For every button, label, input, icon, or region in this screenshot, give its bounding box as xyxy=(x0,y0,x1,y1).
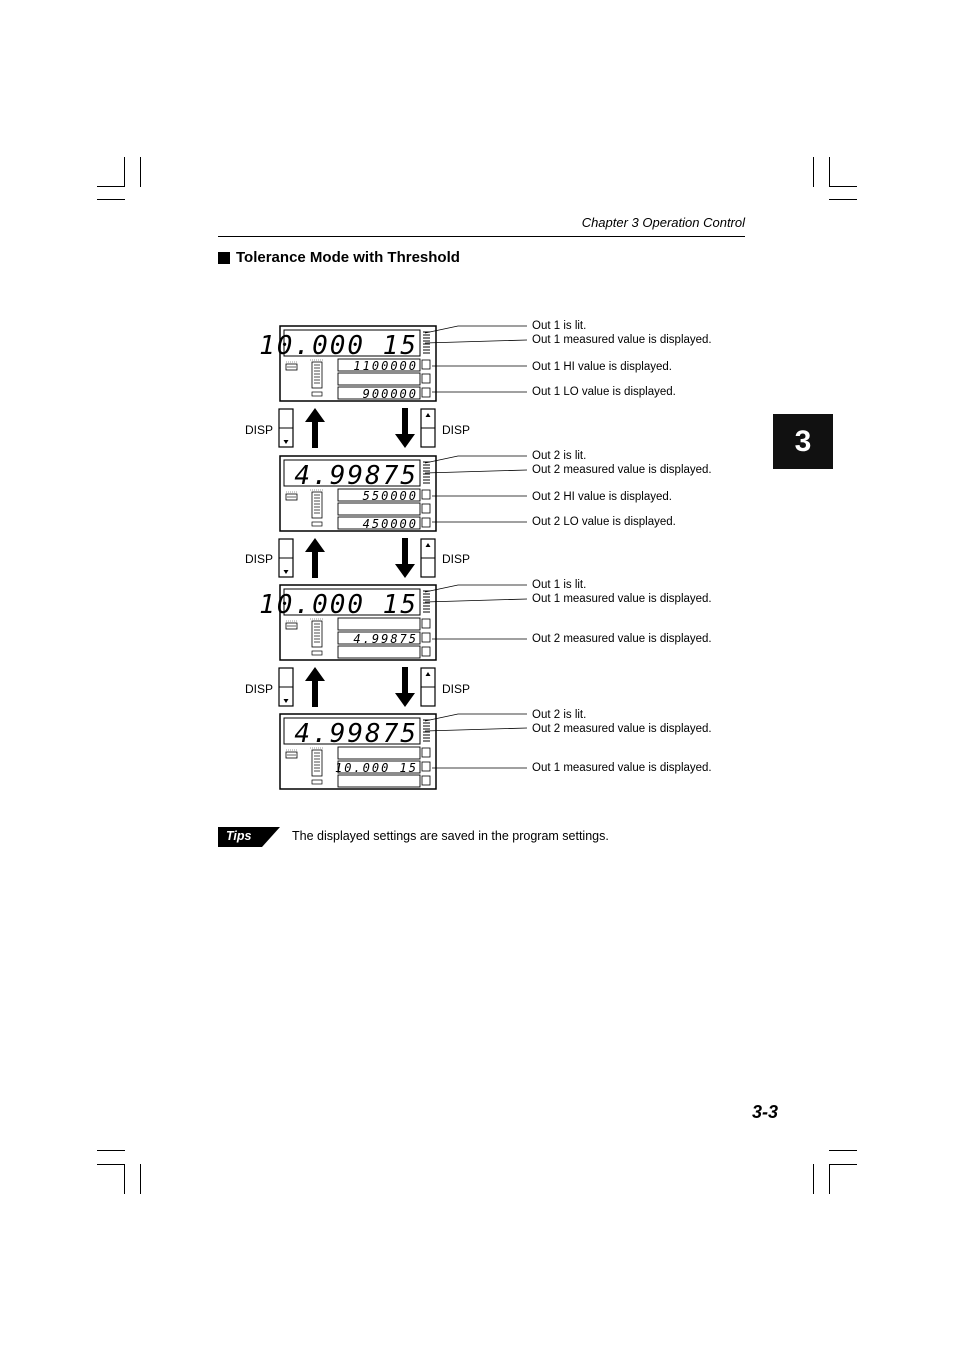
callout-text: Out 1 measured value is displayed. xyxy=(532,593,712,605)
sub-readout-2b: 450000 xyxy=(362,517,418,531)
callout-text: Out 2 HI value is displayed. xyxy=(532,491,672,503)
main-readout-2: 4.99875 xyxy=(294,461,418,491)
transition-3 xyxy=(279,667,435,707)
disp-label: DISP xyxy=(442,423,471,437)
callout-lines-2 xyxy=(425,456,527,522)
sub-readout-1a: 1100000 xyxy=(353,359,418,373)
callout-text: Out 1 is lit. xyxy=(532,579,587,591)
callout-text: Out 2 measured value is displayed. xyxy=(532,633,712,645)
arrow-up-icon xyxy=(305,538,325,578)
chapter-tab: 3 xyxy=(773,414,833,469)
arrow-up-icon xyxy=(305,667,325,707)
disp-key-down-3[interactable] xyxy=(279,668,293,706)
disp-label: DISP xyxy=(245,552,274,566)
callout-lines-1 xyxy=(425,326,527,392)
disp-label: DISP xyxy=(442,682,471,696)
main-readout-4: 4.99875 xyxy=(294,719,418,749)
sub-readout-4: 10.000 15 xyxy=(334,761,418,775)
arrow-down-icon xyxy=(395,667,415,707)
callout-text: Out 2 is lit. xyxy=(532,709,587,721)
callout-text: Out 1 is lit. xyxy=(532,320,587,332)
callout-text: Out 1 measured value is displayed. xyxy=(532,334,712,346)
tips-text: The displayed settings are saved in the program settings. xyxy=(292,829,609,843)
callout-text: Out 2 measured value is displayed. xyxy=(532,464,712,476)
disp-key-up-2[interactable] xyxy=(421,539,435,577)
disp-label: DISP xyxy=(442,552,471,566)
callout-text: Out 2 LO value is displayed. xyxy=(532,516,676,528)
disp-label: DISP xyxy=(245,423,274,437)
sub-readout-3: 4.99875 xyxy=(353,632,418,646)
transition-2 xyxy=(279,538,435,578)
callout-text: Out 1 LO value is displayed. xyxy=(532,386,676,398)
disp-label: DISP xyxy=(245,682,274,696)
arrow-down-icon xyxy=(395,408,415,448)
sub-readout-2a: 550000 xyxy=(362,489,418,503)
arrow-down-icon xyxy=(395,538,415,578)
transition-1 xyxy=(279,408,435,448)
main-readout-1: 10.000 15 xyxy=(259,331,418,361)
section-title-text: Tolerance Mode with Threshold xyxy=(236,249,460,266)
callout-lines-3 xyxy=(425,585,527,639)
disp-key-up-1[interactable] xyxy=(421,409,435,447)
disp-key-up-3[interactable] xyxy=(421,668,435,706)
main-readout-3: 10.000 15 xyxy=(259,590,418,620)
callout-text: Out 2 measured value is displayed. xyxy=(532,723,712,735)
callout-text: Out 1 measured value is displayed. xyxy=(532,762,712,774)
callout-text: Out 2 is lit. xyxy=(532,450,587,462)
callout-text: Out 1 HI value is displayed. xyxy=(532,361,672,373)
callout-lines-4 xyxy=(425,714,527,768)
page-number: 3-3 xyxy=(751,1102,778,1122)
chapter-header: Chapter 3 Operation Control xyxy=(581,215,745,230)
arrow-up-icon xyxy=(305,408,325,448)
disp-key-down-2[interactable] xyxy=(279,539,293,577)
tips-badge xyxy=(218,827,280,852)
tips-label: Tips xyxy=(226,829,252,843)
disp-key-down-1[interactable] xyxy=(279,409,293,447)
sub-readout-1b: 900000 xyxy=(362,387,418,401)
